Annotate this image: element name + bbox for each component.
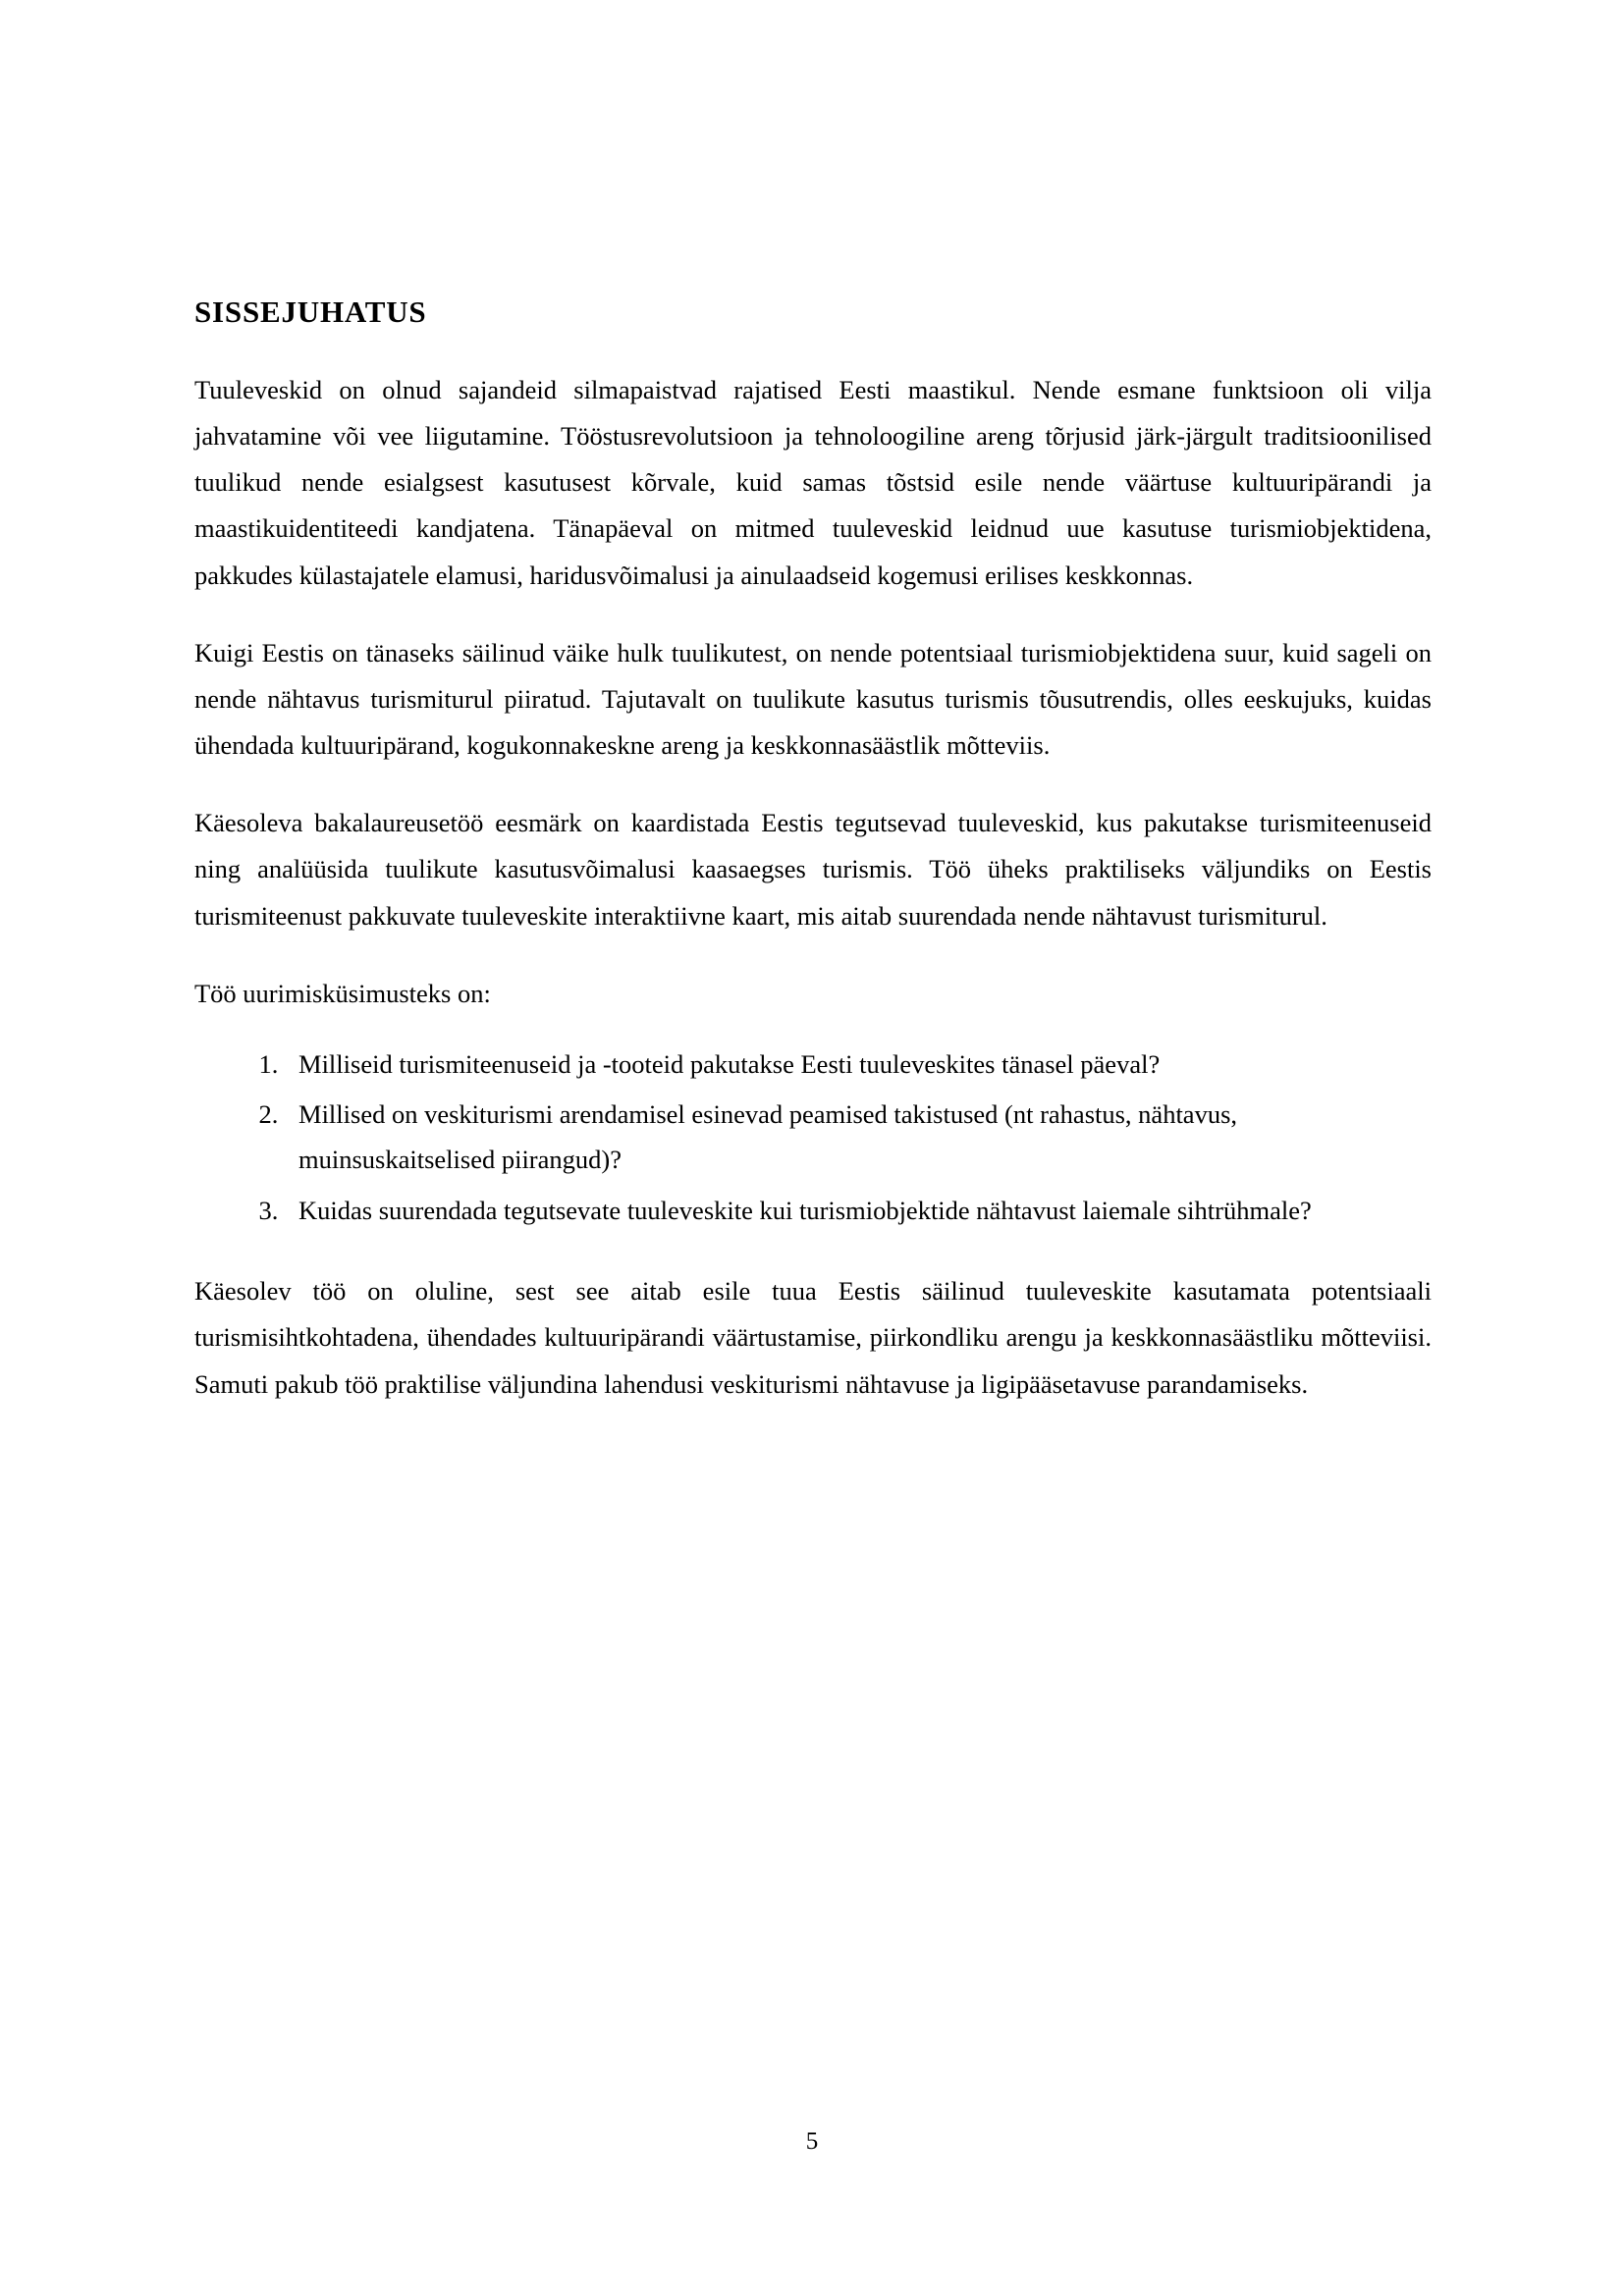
page-title: SISSEJUHATUS bbox=[194, 294, 427, 329]
research-questions-lead-in: Töö uurimisküsimusteks on: bbox=[194, 978, 491, 1008]
paragraph-1: Tuuleveskid on olnud sajandeid silmapaistvad rajatised Eesti maastikul. Nende esmane funktsioon oli vilja jahvatamine või vee liigutamine. Tööstusrevolutsioon ja tehnoloogiline areng tõrjusid järk-järgult traditsioonilised tuulikud nende esialgsest kasutusest kõrvale, kuid samas tõstsid esile nende väärtuse kultuuripärandi ja maastikuidentiteedi kandjatena. Tänapäeval on mitmed tuuleveskid leidnud uue kasutuse turismiobjektidena, pakkudes külastajatele elamusi, haridusvõimalusi ja ainulaadseid kogemusi erilises keskkonnas. bbox=[194, 375, 1432, 590]
page-content bbox=[194, 294, 1432, 1439]
closing-paragraph: Käesolev töö on oluline, sest see aitab esile tuua Eestis säilinud tuuleveskite kasutamata potentsiaali turismisihtkohtadena, ühendades kultuuripärandi väärtustamise, piirkondliku arengu ja keskkonnasäästliku mõtteviisi. Samuti pakub töö praktilise väljundina lahendusi veskiturismi nähtavuse ja ligipääsetavuse parandamiseks. bbox=[194, 1276, 1432, 1399]
paragraph-2: Kuigi Eestis on tänaseks säilinud väike hulk tuulikutest, on nende potentsiaal turismiobjektidena suur, kuid sageli on nende nähtavus turismiturul piiratud. Tajutavalt on tuulikute kasutus turismis tõusutrendis, olles eeskujuks, kuidas ühendada kultuuripärand, kogukonnakeskne areng ja keskkonnasäästlik mõtteviis. bbox=[194, 637, 1432, 761]
paragraph-3: Käesoleva bakalaureusetöö eesmärk on kaardistada Eestis tegutsevad tuuleveskid, kus pakutakse turismiteenuseid ning analüüsida tuulikute kasutusvõimalusi kaasaegses turismis. Töö üheks praktiliseks väljundiks on Eestis turismiteenust pakkuvate tuuleveskite interaktiivne kaart, mis aitab suurendada nende nähtavust turismiturul. bbox=[194, 808, 1432, 931]
list-item: 1. Milliseid turismiteenuseid ja -tooteid pakutakse Eesti tuuleveskites tänasel päeval? bbox=[285, 1042, 1432, 1088]
list-item: 3. Kuidas suurendada tegutsevate tuuleveskite kui turismiobjektide nähtavust laiemale sihtrühmale? bbox=[285, 1189, 1432, 1234]
list-item: 2. Millised on veskiturismi arendamisel esinevad peamised takistused (nt rahastus, nähtavus, muinsuskaitselised piirangud)? bbox=[285, 1093, 1432, 1182]
research-questions-list bbox=[194, 1042, 1432, 1233]
page-number: 5 bbox=[805, 2128, 819, 2155]
